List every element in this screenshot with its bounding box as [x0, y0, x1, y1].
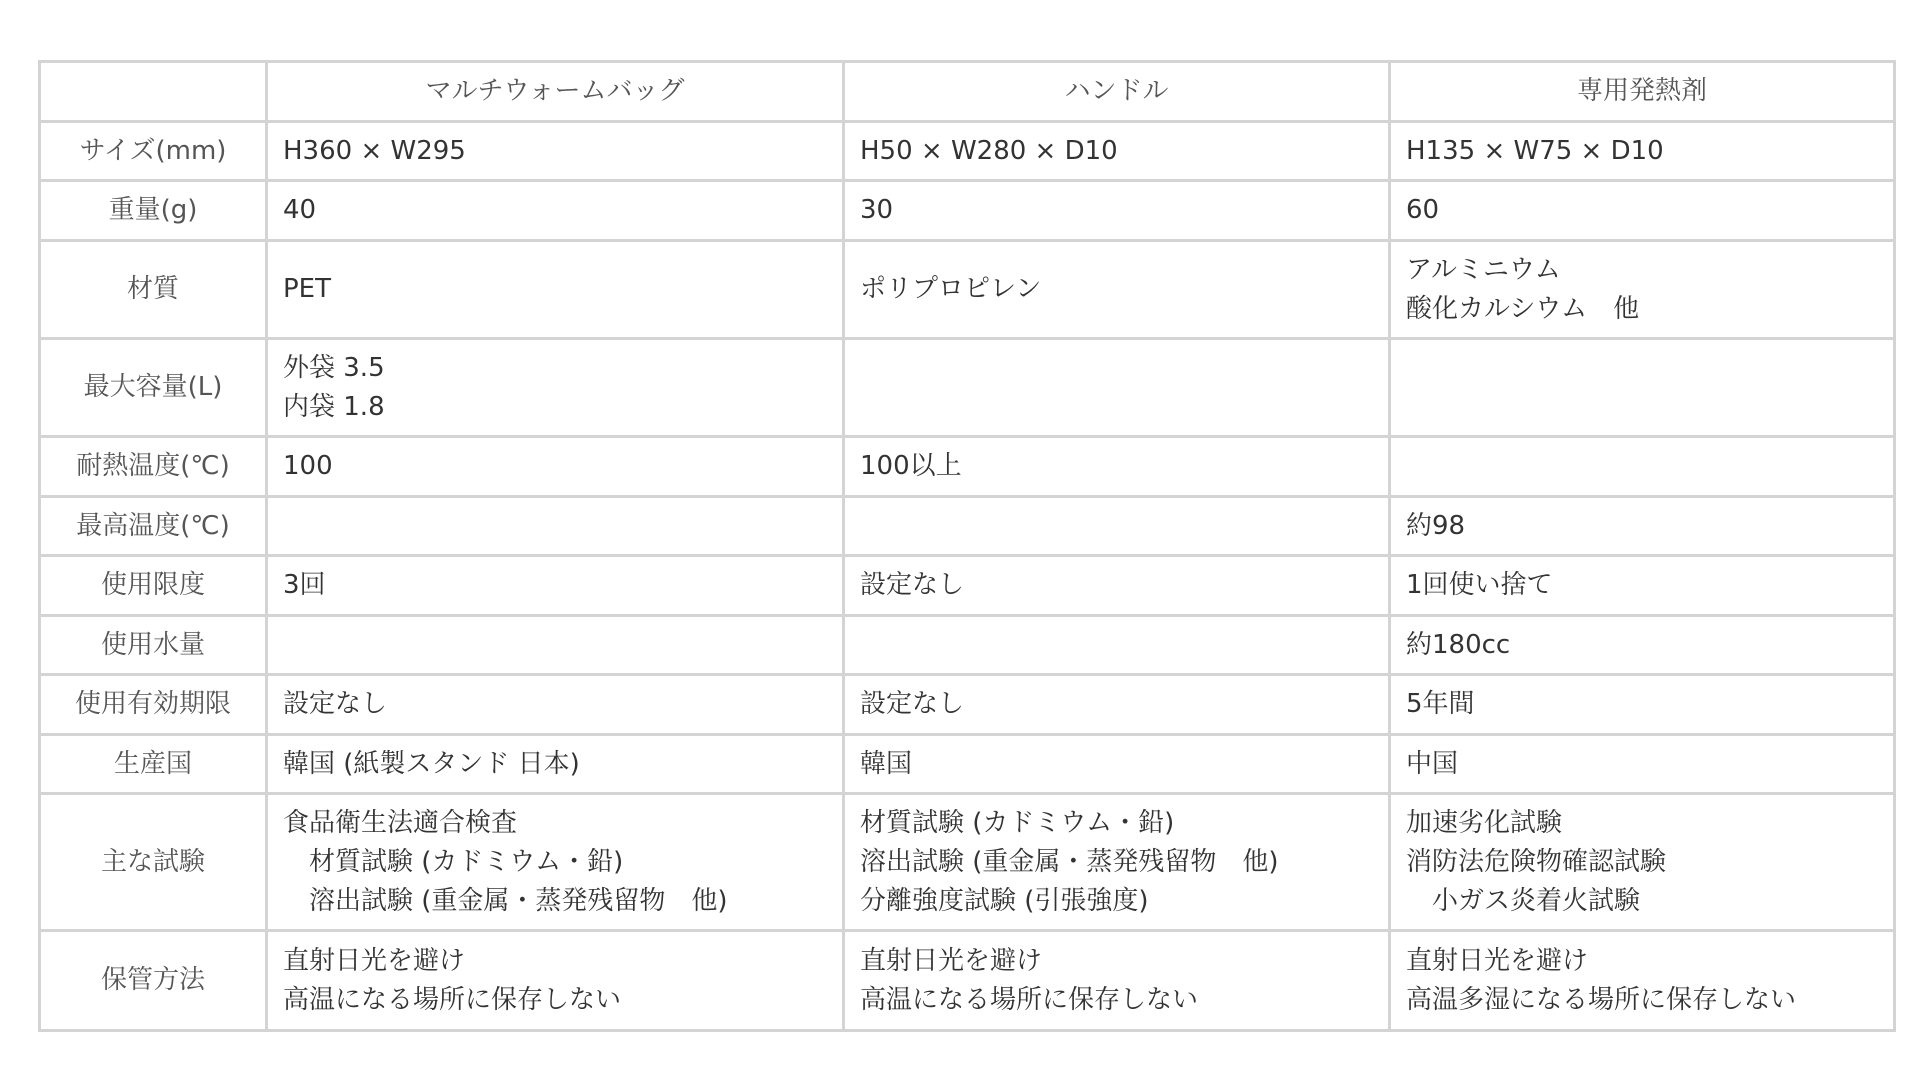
cell-line: 高温になる場所に保存しない: [860, 984, 1199, 1015]
cell-line: 高温多湿になる場所に保存しない: [1406, 984, 1797, 1015]
table-cell: [267, 181, 844, 241]
table-cell: [1390, 794, 1895, 931]
table-cell: [844, 556, 1390, 616]
header-row: [40, 62, 1895, 122]
row-label-max-temperature: 最高温度(℃): [40, 497, 267, 556]
cell-line: PET: [283, 274, 331, 304]
row-label-material: 材質: [40, 241, 267, 339]
cell-line: 5年間: [1406, 689, 1475, 719]
row-label-water-amount: 使用水量: [40, 616, 267, 675]
table-cell: [844, 241, 1390, 339]
table-cell: [844, 675, 1390, 735]
cell-line: 設定なし: [860, 689, 965, 719]
cell-line: 約180cc: [1406, 629, 1511, 660]
table-cell: [267, 556, 844, 616]
table-cell: [844, 122, 1390, 181]
table-cell: [267, 675, 844, 735]
table-cell: [267, 616, 844, 675]
table-cell: [267, 735, 844, 794]
table-cell: [267, 437, 844, 497]
table-cell: [1390, 735, 1895, 794]
cell-line: 約98: [1406, 510, 1466, 541]
table-cell: [844, 794, 1390, 931]
table-cell: [267, 931, 844, 1031]
row-label-heat-resistance: 耐熱温度(℃): [40, 437, 267, 497]
row-label-usage-limit: 使用限度: [40, 556, 267, 616]
table-cell: [844, 437, 1390, 497]
table-cell: [844, 181, 1390, 241]
cell-line: 30: [860, 195, 894, 225]
cell-line: ポリプロピレン: [860, 274, 1042, 304]
row-label-max-capacity: 最大容量(L): [40, 339, 267, 437]
cell-line: 直射日光を避け: [860, 945, 1043, 976]
table-cell: [1390, 437, 1895, 497]
cell-line: 溶出試験 (重金属・蒸発残留物 他): [860, 846, 1279, 877]
row-label-weight: 重量(g): [40, 181, 267, 241]
cell-line: 内袋 1.8: [283, 391, 385, 422]
row-label-main-tests: 主な試験: [40, 794, 267, 931]
cell-line: H135 × W75 × D10: [1406, 135, 1664, 166]
cell-line: 100以上: [860, 451, 962, 481]
table-cell: [844, 931, 1390, 1031]
table-row: [40, 616, 1895, 675]
table-row: [40, 122, 1895, 181]
table-cell: [844, 497, 1390, 556]
table-row: [40, 181, 1895, 241]
table-row: [40, 339, 1895, 437]
table-row: [40, 794, 1895, 931]
cell-line: H360 × W295: [283, 135, 466, 166]
table-cell: [267, 497, 844, 556]
table-cell: [267, 339, 844, 437]
column-header-heating-agent: 専用発熱剤: [1390, 62, 1895, 122]
table-cell: [267, 794, 844, 931]
cell-line: 外袋 3.5: [283, 352, 385, 383]
cell-line: 40: [283, 195, 317, 225]
table-cell: [1390, 931, 1895, 1031]
cell-line: 直射日光を避け: [283, 945, 466, 976]
table-cell: [844, 339, 1390, 437]
cell-line: 中国: [1406, 748, 1459, 779]
column-header-warm-bag: マルチウォームバッグ: [267, 62, 844, 122]
table-cell: [1390, 616, 1895, 675]
cell-line: 直射日光を避け: [1406, 945, 1589, 976]
cell-line: 消防法危険物確認試験: [1406, 846, 1667, 877]
row-label-size: サイズ(mm): [40, 122, 267, 181]
table-cell: [1390, 497, 1895, 556]
table-cell: [1390, 181, 1895, 241]
cell-line: 酸化カルシウム 他: [1406, 293, 1640, 324]
cell-line: 3回: [283, 570, 326, 600]
cell-line: 韓国 (紙製スタンド 日本): [283, 748, 580, 779]
row-label-country: 生産国: [40, 735, 267, 794]
cell-line: 溶出試験 (重金属・蒸発残留物 他): [309, 885, 728, 916]
table-row: [40, 556, 1895, 616]
table-cell: [844, 616, 1390, 675]
table-cell: [1390, 339, 1895, 437]
cell-line: 60: [1406, 195, 1440, 225]
table-cell: [844, 735, 1390, 794]
cell-line: H50 × W280 × D10: [860, 135, 1118, 166]
cell-line: 1回使い捨て: [1406, 570, 1553, 600]
table-row: [40, 735, 1895, 794]
cell-line: 食品衛生法適合検査: [283, 807, 518, 838]
table-cell: [1390, 556, 1895, 616]
cell-line: 設定なし: [283, 689, 388, 719]
table-cell: [1390, 122, 1895, 181]
cell-line: 小ガス炎着火試験: [1432, 885, 1641, 916]
table-row: [40, 497, 1895, 556]
row-label-storage: 保管方法: [40, 931, 267, 1031]
cell-line: 加速劣化試験: [1406, 807, 1563, 838]
table-cell: [267, 122, 844, 181]
cell-line: 材質試験 (カドミウム・鉛): [309, 846, 624, 877]
cell-line: 韓国: [860, 748, 913, 779]
cell-line: 100: [283, 451, 333, 481]
spec-table: [38, 60, 1896, 1032]
table-row: [40, 675, 1895, 735]
table-cell: [267, 241, 844, 339]
row-label-expiry: 使用有効期限: [40, 675, 267, 735]
table-cell: [1390, 675, 1895, 735]
column-header-handle: ハンドル: [844, 62, 1390, 122]
table-cell: [1390, 241, 1895, 339]
cell-line: アルミニウム: [1406, 254, 1561, 285]
cell-line: 材質試験 (カドミウム・鉛): [860, 807, 1175, 838]
table-row: [40, 437, 1895, 497]
table-row: [40, 241, 1895, 339]
cell-line: 設定なし: [860, 570, 965, 600]
cell-line: 分離強度試験 (引張強度): [860, 885, 1149, 916]
table-row: [40, 931, 1895, 1031]
cell-line: 高温になる場所に保存しない: [283, 984, 622, 1015]
corner-header-cell: [40, 62, 267, 122]
